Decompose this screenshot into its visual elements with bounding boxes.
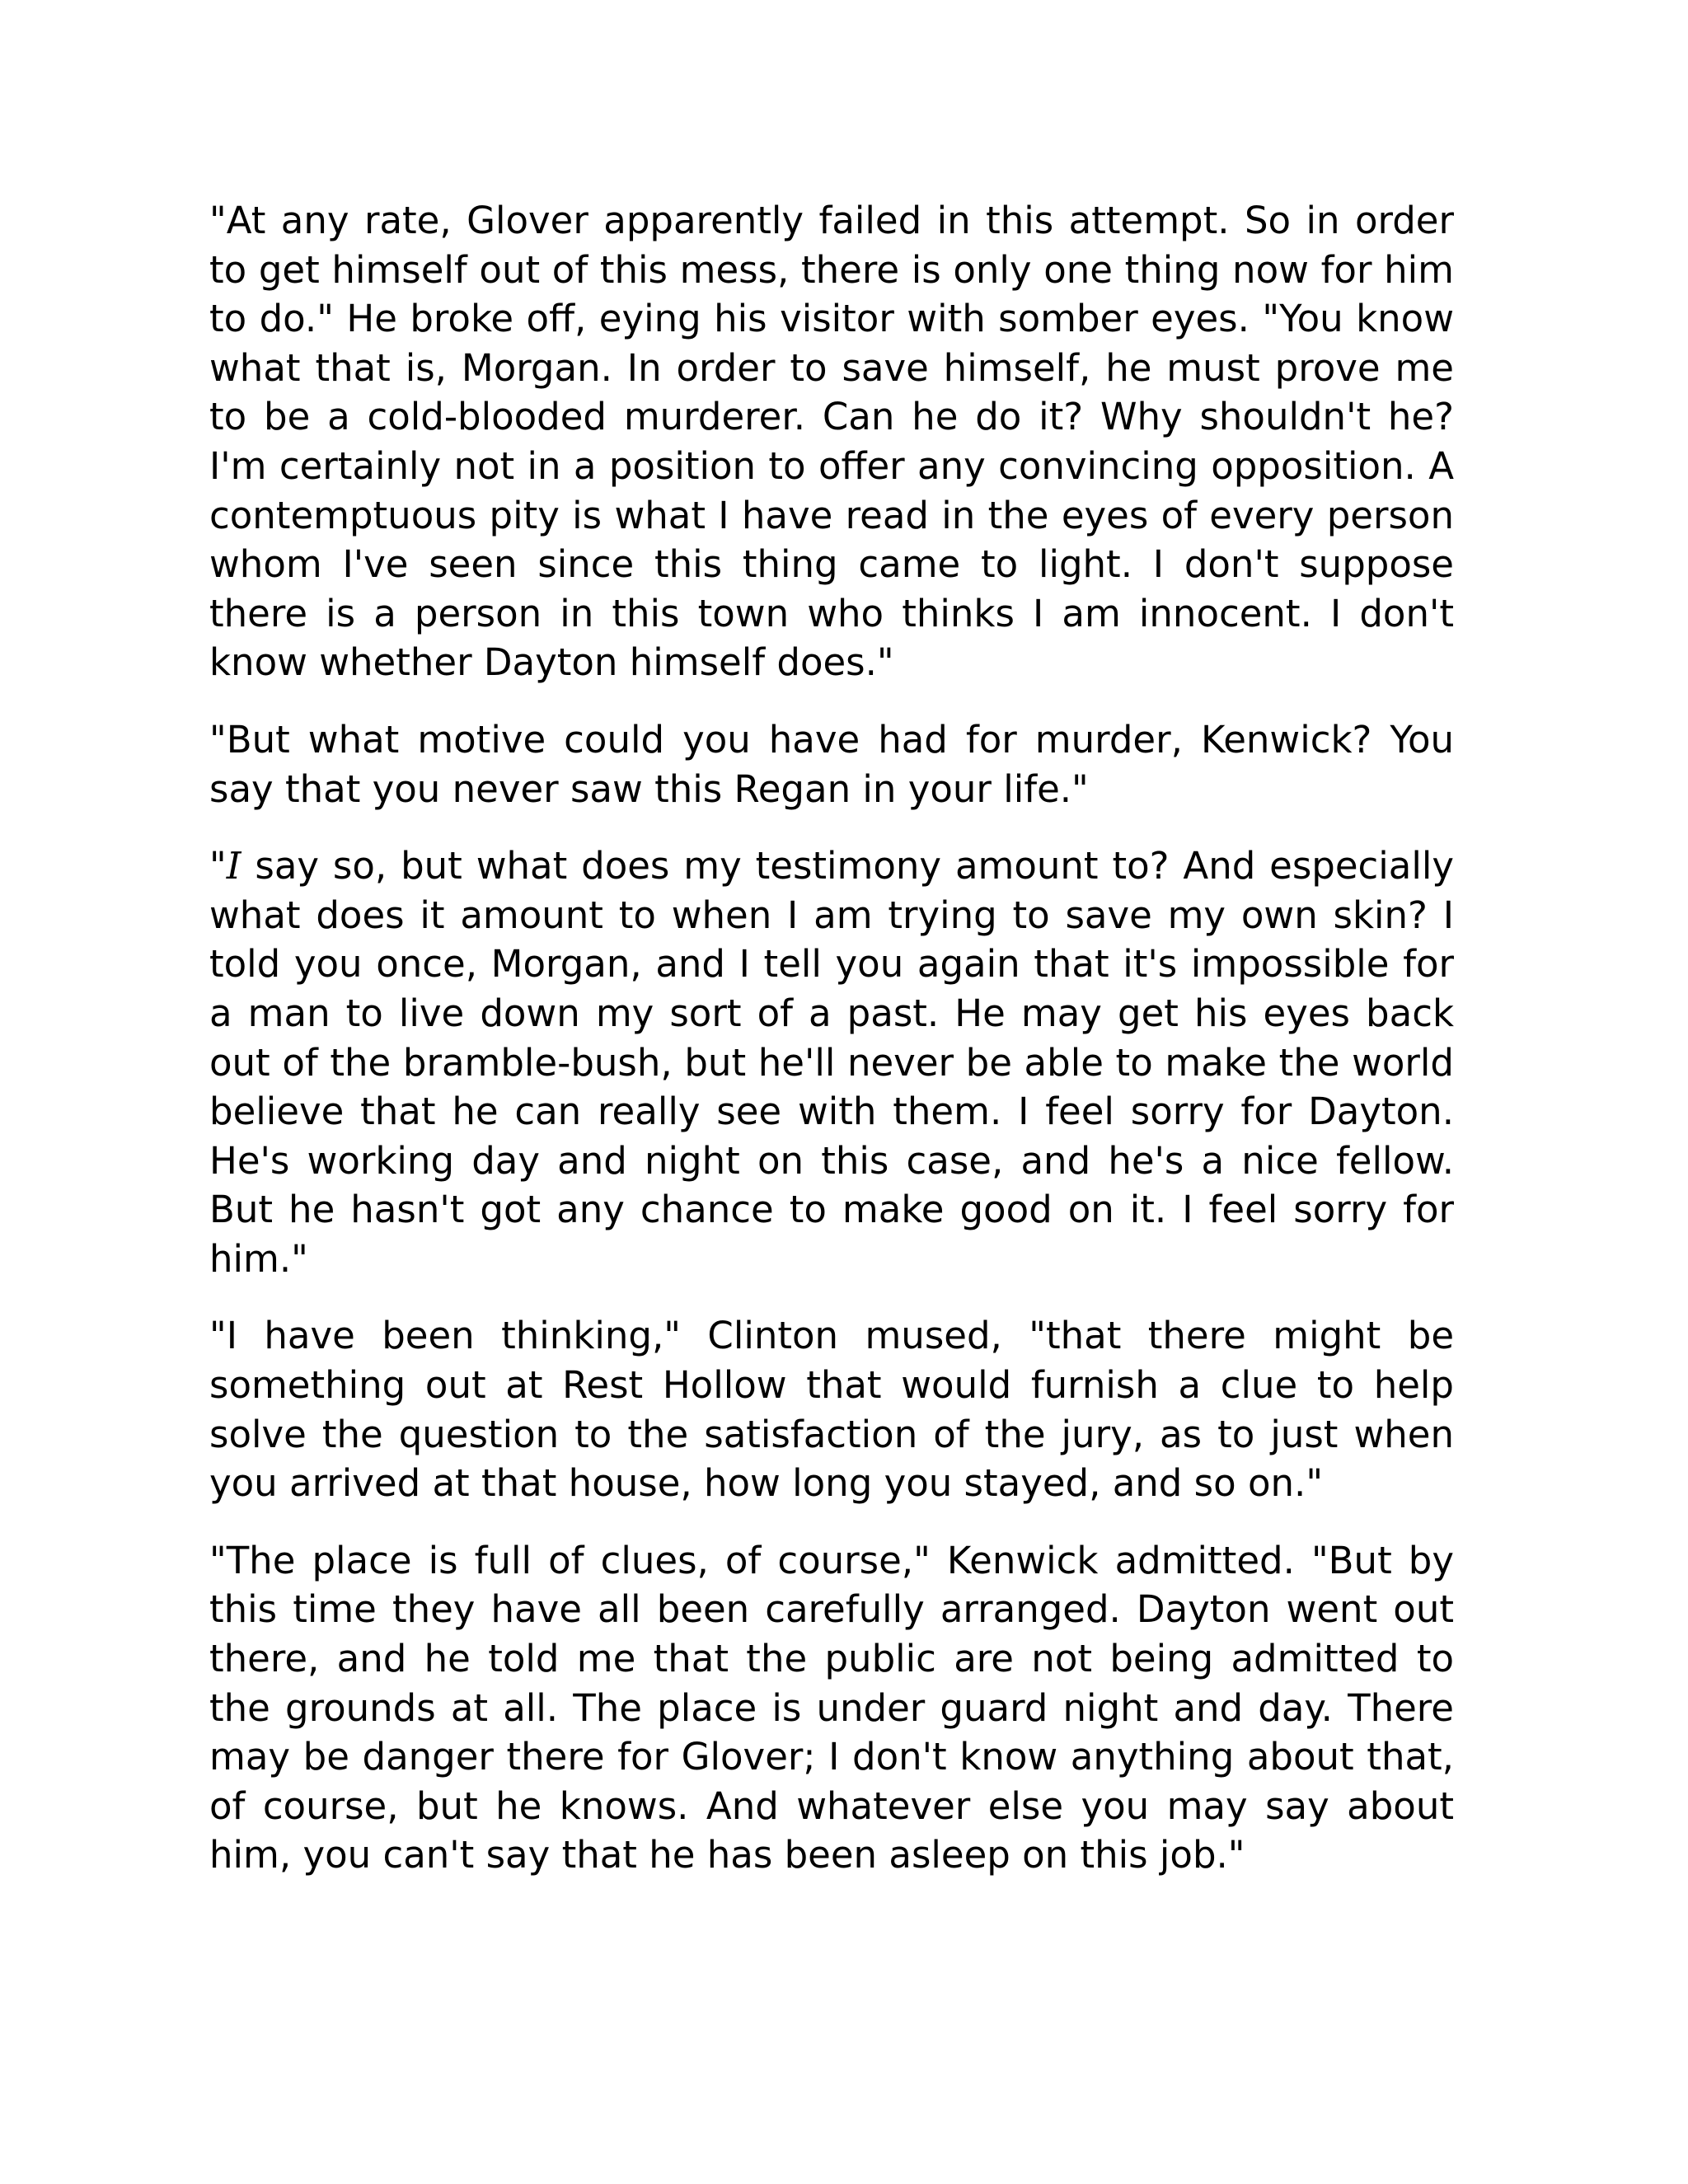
emphasized-word: I — [226, 844, 241, 888]
paragraph-3 — [209, 841, 1454, 1283]
paragraph-2: "But what motive could you have had for murder, Kenwick? You say that you never saw this Regan in your life." — [209, 717, 1454, 811]
open-quote: " — [209, 844, 227, 888]
document-page — [209, 196, 1454, 1880]
paragraph-1: "At any rate, Glover apparently failed in this attempt. So in order to get himself out of this mess, there is only one thing now for him to do." He broke off, eying his visitor with somber eyes. "You know what that is, Morgan. In order to save himself, he must prove me to be a cold-blooded murderer. Can he do it? Why shouldn't he? I'm certainly not in a position to offer any convincing opposition. A contemptuous pity is what I have read in the eyes of every person whom I've seen since this thing came to light. I don't suppose there is a person in this town who thinks I am innocent. I don't know whether Dayton himself does." — [209, 199, 1454, 685]
paragraph-3-text: say so, but what does my testimony amount to? And especially what does it amount to when I am trying to save my own skin? I told you once, Morgan, and I tell you again that it's impossible for a man to live down my sort of a past. He may get his eyes back out of the bramble-bush, but he'll never be able to make the world believe that he can really see with them. I feel sorry for Dayton. He's working day and night on this case, and he's a nice fellow. But he hasn't got any chance to make good on it. I feel sorry for him." — [209, 844, 1454, 1281]
paragraph-5: "The place is full of clues, of course," Kenwick admitted. "But by this time they have all been carefully arranged. Dayton went out there, and he told me that the public are not being admitted to the grounds at all. The place is under guard night and day. There may be danger there for Glover; I don't know anything about that, of course, but he knows. And whatever else you may say about him, you can't say that he has been asleep on this job." — [209, 1538, 1454, 1877]
paragraph-4: "I have been thinking," Clinton mused, "that there might be something out at Rest Hollow that would furnish a clue to help solve the question to the satisfaction of the jury, as to just when you arrived at that house, how long you stayed, and so on." — [209, 1314, 1454, 1506]
